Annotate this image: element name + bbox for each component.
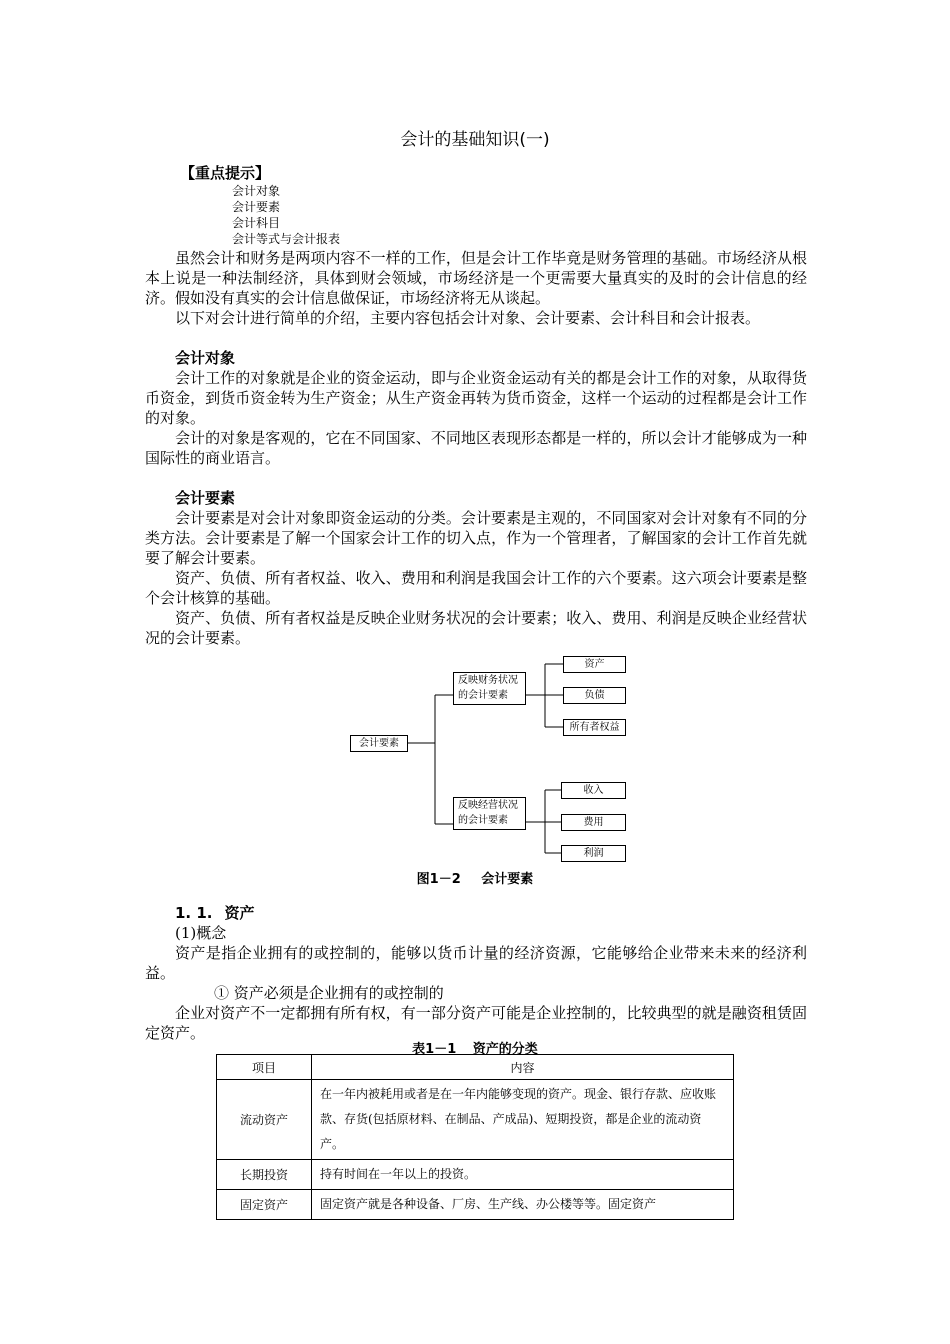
- intro-paragraph: 以下对会计进行简单的介绍，主要内容包括会计对象、会计要素、会计科目和会计报表。: [175, 309, 761, 327]
- section-heading-object: 会计对象: [175, 349, 236, 367]
- element-box: 费用: [561, 814, 626, 831]
- key-point-item: 会计科目: [232, 216, 281, 230]
- asset-point-1: ① 资产必须是企业拥有的或控制的: [214, 984, 444, 1002]
- element-box: 资产: [563, 656, 626, 673]
- figure-caption: [0, 868, 950, 887]
- asset-point-1-text: 企业对资产不一定都拥有所有权，有一部分资产可能是企业控制的，比较典型的就是融资租赁固定资产。: [145, 1004, 807, 1042]
- group-label: 的会计要素: [458, 815, 508, 826]
- header-content: 内容: [312, 1055, 734, 1080]
- elements-paragraph: 资产、负债、所有者权益、收入、费用和利润是我国会计工作的六个要素。这六项会计要素是整个会计核算的基础。: [145, 569, 807, 607]
- group-label: 的会计要素: [458, 690, 508, 701]
- row-item: 长期投资: [217, 1160, 312, 1190]
- body-text: [145, 248, 807, 648]
- concept-label: (1)概念: [175, 924, 227, 942]
- elements-paragraph: 会计要素是对会计对象即资金运动的分类。会计要素是主观的，不同国家对会计对象有不同的分类方法。会计要素是了解一个国家会计工作的切入点，作为一个管理者，了解国家的会计工作首先就要了解会计要素。: [145, 509, 807, 567]
- table-row: [217, 1080, 734, 1160]
- row-item: 流动资产: [217, 1080, 312, 1160]
- financial-position-box: [453, 672, 526, 705]
- key-point-item: 会计对象: [232, 184, 281, 198]
- row-content: 在一年内被耗用或者是在一年内能够变现的资产。现金、银行存款、应收账款、存货(包括原材料、在制品、产成品)、短期投资，都是企业的流动资产。: [312, 1080, 734, 1160]
- row-content: 固定资产就是各种设备、厂房、生产线、办公楼等等。固定资产: [312, 1190, 734, 1220]
- key-points-heading: 【重点提示】: [180, 164, 271, 182]
- asset-heading-text: 资产: [224, 904, 255, 922]
- asset-definition: 资产是指企业拥有的或控制的，能够以货币计量的经济资源，它能够给企业带来未来的经济利益。: [145, 944, 807, 982]
- object-paragraph: 会计的对象是客观的，它在不同国家、不同地区表现形态都是一样的，所以会计才能够成为一种国际性的商业语言。: [145, 429, 807, 467]
- element-box: 所有者权益: [563, 719, 626, 736]
- root-box: 会计要素: [350, 735, 408, 752]
- header-item: 项目: [217, 1055, 312, 1080]
- intro-paragraph: 虽然会计和财务是两项内容不一样的工作，但是会计工作毕竟是财务管理的基础。市场经济从根本上说是一种法制经济，具体到财会领域，市场经济是一个更需要大量真实的及时的会计信息的经济。假如没有真实的会计信息做保证，市场经济将无从谈起。: [145, 249, 807, 307]
- asset-heading-number: 1. 1.: [175, 904, 213, 922]
- table-row: [217, 1160, 734, 1190]
- key-point-item: 会计等式与会计报表: [232, 232, 341, 246]
- element-box: 收入: [561, 782, 626, 799]
- row-content: 持有时间在一年以上的投资。: [312, 1160, 734, 1190]
- figure-title: 会计要素: [481, 872, 534, 887]
- group-label: 反映经营状况: [458, 800, 518, 811]
- key-point-item: 会计要素: [232, 200, 281, 214]
- table-header-row: [217, 1055, 734, 1080]
- table-number: 表1－1: [412, 1042, 457, 1057]
- table-title: 资产的分类: [472, 1042, 538, 1057]
- operating-results-box: [453, 797, 526, 830]
- asset-section: [145, 903, 807, 1043]
- figure-number: 图1－2: [416, 872, 461, 887]
- page-title: 会计的基础知识(一): [400, 130, 550, 150]
- elements-paragraph: 资产、负债、所有者权益是反映企业财务状况的会计要素；收入、费用、利润是反映企业经营状况的会计要素。: [145, 609, 807, 647]
- element-box: 负债: [563, 687, 626, 704]
- object-paragraph: 会计工作的对象就是企业的资金运动，即与企业资金运动有关的都是会计工作的对象，从取得货币资金，到货币资金转为生产资金；从生产资金再转为货币资金，这样一个运动的过程都是会计工作的对象。: [145, 369, 807, 427]
- asset-classification-table: [216, 1054, 734, 1220]
- table-row: [217, 1190, 734, 1220]
- section-heading-elements: 会计要素: [175, 489, 236, 507]
- asset-heading: [145, 903, 807, 923]
- group-label: 反映财务状况: [458, 675, 518, 686]
- elements-tree-diagram: [340, 652, 640, 864]
- key-points: [180, 163, 340, 247]
- element-box: 利润: [561, 845, 626, 862]
- row-item: 固定资产: [217, 1190, 312, 1220]
